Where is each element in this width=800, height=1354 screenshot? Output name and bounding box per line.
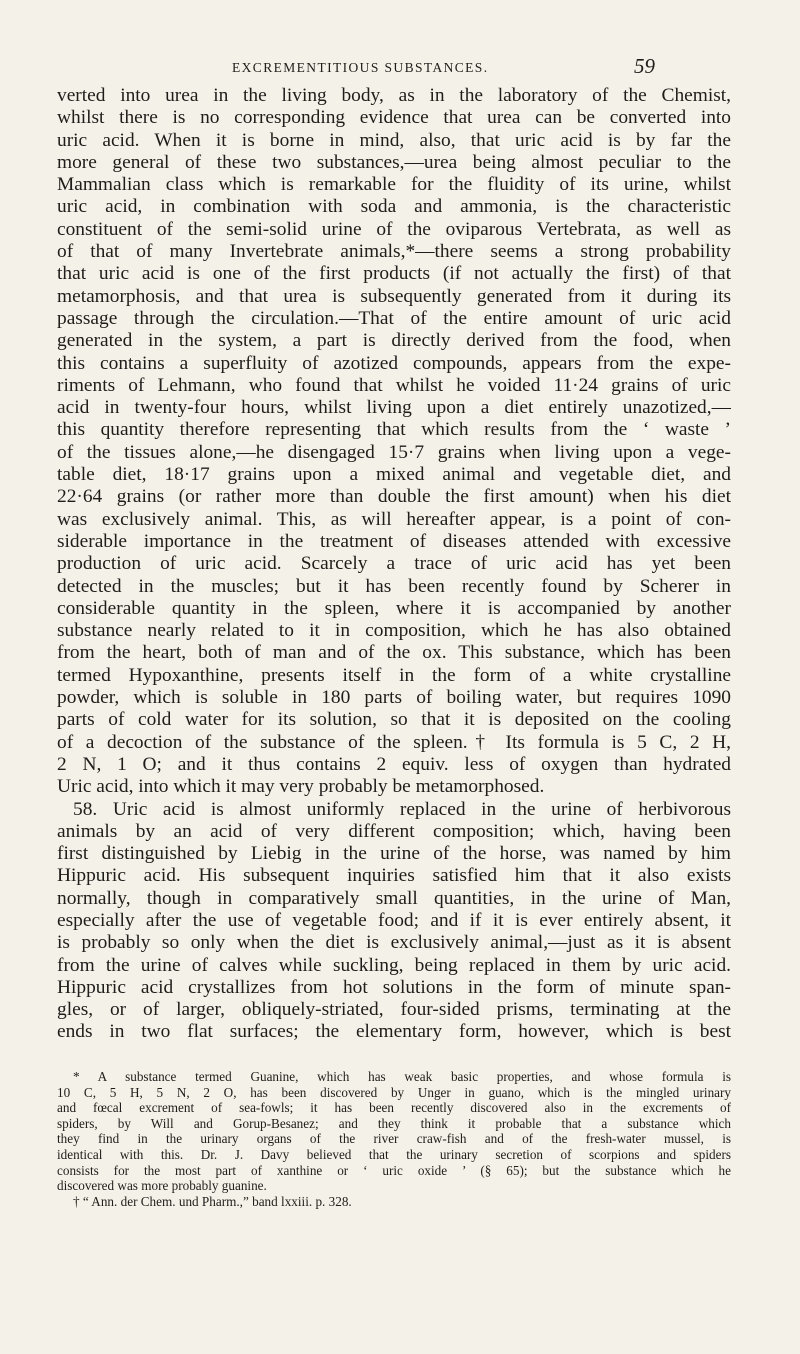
text-line: ends in two flat surfaces; the elementary form, however, which is best: [57, 1021, 731, 1043]
footnote-line: spiders, by Will and Gorup-Besanez; and they think it probable that a substance which: [57, 1115, 731, 1131]
text-line: uric acid, in combination with soda and ammonia, is the characteristic: [57, 196, 731, 218]
text-line: especially after the use of vegetable food; and if it is ever entirely absent, it: [57, 909, 731, 931]
text-line: was exclusively animal. This, as will hereafter appear, is a point of con-: [57, 508, 731, 530]
text-line: acid in twenty-four hours, whilst living upon a diet entirely unazotized,—: [57, 397, 731, 419]
text-line: table diet, 18·17 grains upon a mixed animal and vegetable diet, and: [57, 464, 731, 486]
text-line: normally, though in comparatively small quantities, in the urine of Man,: [57, 887, 731, 909]
footnotes: [57, 1069, 731, 1209]
text-line: siderable importance in the treatment of diseases attended with excessive: [57, 530, 731, 552]
text-line: detected in the muscles; but it has been recently found by Scherer in: [57, 575, 731, 597]
text-line: substance nearly related to it in composition, which he has also obtained: [57, 620, 731, 642]
footnote-line: 10 C, 5 H, 5 N, 2 O, has been discovered by Unger in guano, which is the mingled urinary: [57, 1084, 731, 1100]
text-line: verted into urea in the living body, as in the laboratory of the Chemist,: [57, 85, 731, 106]
page-number: 59: [634, 54, 655, 78]
text-line: generated in the system, a part is directly derived from the food, when: [57, 330, 731, 352]
footnote-line: they find in the urinary organs of the river craw-fish and of the fresh-water mussel, is: [57, 1131, 731, 1147]
footnote-line: and fœcal excrement of sea-fowls; it has been recently discovered also in the excrements of: [57, 1100, 731, 1116]
text-line: from the urine of calves while suckling, being replaced in them by uric acid.: [57, 954, 731, 976]
text-line: this quantity therefore representing that which results from the ‘ waste ’: [57, 419, 731, 441]
footnote-line: discovered was more probably guanine.: [57, 1178, 267, 1194]
text-line: Uric acid, into which it may very probably be metamorphosed.: [57, 776, 545, 798]
body-text: [57, 85, 731, 1044]
footnote-line: * A substance termed Guanine, which has weak basic properties, and whose formula is: [73, 1069, 731, 1084]
text-line: that uric acid is one of the first products (if not actually the first) of that: [57, 263, 731, 285]
text-line: Hippuric acid crystallizes from hot solutions in the form of minute span-: [57, 976, 731, 998]
footnote-line: † “ Ann. der Chem. und Pharm.,” band lxxiii. p. 328.: [73, 1193, 352, 1209]
text-line: this contains a superfluity of azotized compounds, appears from the expe-: [57, 352, 731, 374]
text-line: Mammalian class which is remarkable for the fluidity of its urine, whilst: [57, 174, 731, 196]
text-line: of a decoction of the substance of the spleen.† Its formula is 5 C, 2 H,: [57, 731, 731, 753]
footnote-line: consists for the most part of xanthine or ‘ uric oxide ’ (§ 65); but the substance which he: [57, 1162, 731, 1178]
text-line: is probably so only when the diet is exclusively animal,—just as it is absent: [57, 932, 731, 954]
text-line: animals by an acid of very different composition; which, having been: [57, 820, 731, 842]
text-line: riments of Lehmann, who found that whilst he voided 11·24 grains of uric: [57, 374, 731, 396]
text-line: production of uric acid. Scarcely a trace of uric acid has yet been: [57, 553, 731, 575]
text-line: termed Hypoxanthine, presents itself in the form of a white crystalline: [57, 664, 731, 686]
text-line: first distinguished by Liebig in the urine of the horse, was named by him: [57, 843, 731, 865]
page-header: [0, 54, 800, 82]
paragraph-start-line: 58. Uric acid is almost uniformly replaced in the urine of herbivorous: [73, 798, 731, 820]
text-line: of the tissues alone,—he disengaged 15·7 grains when living upon a vege-: [57, 441, 731, 463]
text-line: powder, which is soluble in 180 parts of boiling water, but requires 1090: [57, 687, 731, 709]
text-line: considerable quantity in the spleen, where it is accompanied by another: [57, 597, 731, 619]
text-line: Hippuric acid. His subsequent inquiries satisfied him that it also exists: [57, 865, 731, 887]
text-line: passage through the circulation.—That of the entire amount of uric acid: [57, 307, 731, 329]
text-line: 22·64 grains (or rather more than double the first amount) when his diet: [57, 486, 731, 508]
text-line: 2 N, 1 O; and it thus contains 2 equiv. less of oxygen than hydrated: [57, 753, 731, 775]
text-line: more general of these two substances,—urea being almost peculiar to the: [57, 151, 731, 173]
text-line: parts of cold water for its solution, so that it is deposited on the cooling: [57, 709, 731, 731]
footnote-line: identical with this. Dr. J. Davy believed that the urinary secretion of scorpions and spiders: [57, 1146, 731, 1162]
running-head: EXCREMENTITIOUS SUBSTANCES.: [232, 60, 489, 75]
text-line: metamorphosis, and that urea is subsequently generated from it during its: [57, 285, 731, 307]
text-line: of that of many Invertebrate animals,*—there seems a strong probability: [57, 241, 731, 263]
text-line: gles, or of larger, obliquely-striated, four-sided prisms, terminating at the: [57, 999, 731, 1021]
text-line: whilst there is no corresponding evidence that urea can be converted into: [57, 107, 731, 129]
text-line: constituent of the semi-solid urine of the oviparous Vertebrata, as well as: [57, 218, 731, 240]
text-line: uric acid. When it is borne in mind, also, that uric acid is by far the: [57, 129, 731, 151]
text-line: from the heart, both of man and of the ox. This substance, which has been: [57, 642, 731, 664]
